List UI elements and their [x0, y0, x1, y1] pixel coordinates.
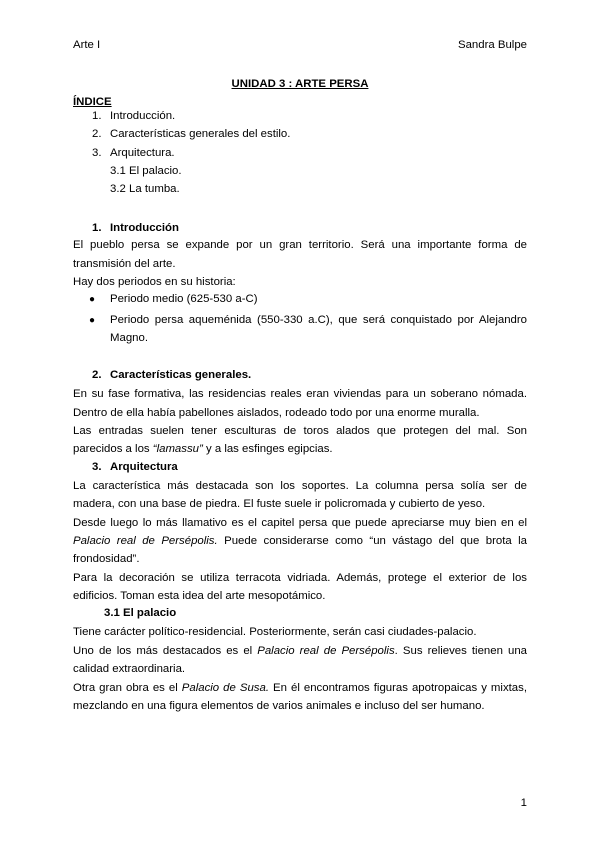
section-2-heading: Características generales. — [110, 369, 252, 381]
list-item: Periodo persa aqueménida (550-330 a.C), que será conquistado por Alejandro — [110, 314, 527, 326]
paragraph-line: Para la decoración se utiliza terracota vidriada. Además, protege el exterior de los — [73, 572, 527, 584]
index-subitem: 3.2 La tumba. — [110, 183, 180, 195]
document-title: UNIDAD 3 : ARTE PERSA — [231, 78, 369, 90]
text-run: Otra gran obra es el — [73, 682, 182, 694]
list-item-continued: Magno. — [110, 332, 148, 344]
header-course: Arte I — [73, 39, 101, 51]
text-run: y a las esfinges egipcias. — [202, 443, 333, 455]
paragraph-line: Desde luego lo más llamativo es el capitel persa que puede apreciarse muy bien en el — [73, 517, 527, 529]
text-run: Uno de los más destacados es el — [73, 645, 258, 657]
paragraph-line: La característica más destacada son los soportes. La columna persa solía ser de — [73, 480, 527, 492]
paragraph-line: mezclando en una figura elementos de varios animales e incluso del ser humano. — [73, 700, 485, 712]
paragraph-line: Hay dos periodos en su historia: — [73, 276, 236, 288]
text-run-italic: Palacio de Susa. — [181, 682, 269, 694]
paragraph-line: transmisión del arte. — [73, 258, 176, 270]
paragraph-line — [73, 442, 527, 457]
paragraph-line — [73, 644, 527, 659]
section-1-heading: Introducción — [110, 222, 179, 234]
paragraph-line: El pueblo persa se expande por un gran territorio. Será una importante forma de — [73, 239, 527, 251]
paragraph-line — [73, 681, 527, 696]
paragraph-line: Dentro de ella había pabellones aislados, rodeado todo por una enorme muralla. — [73, 407, 480, 419]
index-item: Arquitectura. — [110, 147, 175, 159]
list-item: Periodo medio (625-530 a-C) — [110, 293, 258, 305]
text-run: . Sus relieves tienen una — [394, 645, 527, 657]
index-item: Introducción. — [110, 110, 176, 122]
text-run-italic: Palacio real de Persépolis — [257, 645, 395, 657]
index-item-number: 2. — [92, 128, 102, 140]
section-3-heading: Arquitectura — [110, 461, 178, 473]
text-run-italic: “lamassu” — [152, 443, 203, 455]
paragraph-line: madera, con una base de piedra. El fuste suele ir policromada y cubierto de yeso. — [73, 498, 486, 510]
paragraph-line — [73, 534, 527, 549]
paragraph-line: frondosidad”. — [73, 553, 140, 565]
index-item: Características generales del estilo. — [110, 128, 291, 140]
paragraph-line: calidad extraordinaria. — [73, 663, 186, 675]
index-item-number: 1. — [92, 110, 102, 122]
header-author: Sandra Bulpe — [457, 39, 527, 51]
paragraph-line: edificios. Toman esta idea del arte mesopotámico. — [73, 590, 326, 602]
text-run: parecidos a los — [73, 443, 153, 455]
index-subitem: 3.1 El palacio. — [110, 165, 182, 177]
bullet-icon: ● — [89, 315, 96, 326]
section-1-number: 1. — [92, 222, 102, 234]
index-heading: ÍNDICE — [73, 96, 112, 108]
index-item-number: 3. — [92, 147, 102, 159]
text-run-italic: Palacio real de Persépolis. — [73, 535, 218, 547]
paragraph-line: Tiene carácter político-residencial. Posteriormente, serán casi ciudades-palacio. — [73, 626, 477, 638]
text-run: En él encontramos figuras apotropaicas y mixtas, — [269, 682, 528, 694]
paragraph-line: En su fase formativa, las residencias reales eran viviendas para un soberano nómada. — [73, 388, 527, 400]
section-2-number: 2. — [92, 369, 102, 381]
page-number: 1 — [520, 797, 527, 809]
paragraph-line: Las entradas suelen tener esculturas de toros alados que protegen del mal. Son — [73, 425, 527, 437]
text-run: Puede considerarse como “un vástago del que brota la — [217, 535, 527, 547]
section-3-number: 3. — [92, 461, 102, 473]
bullet-icon: ● — [89, 294, 96, 305]
subsection-3-1-heading: 3.1 El palacio — [104, 607, 177, 619]
